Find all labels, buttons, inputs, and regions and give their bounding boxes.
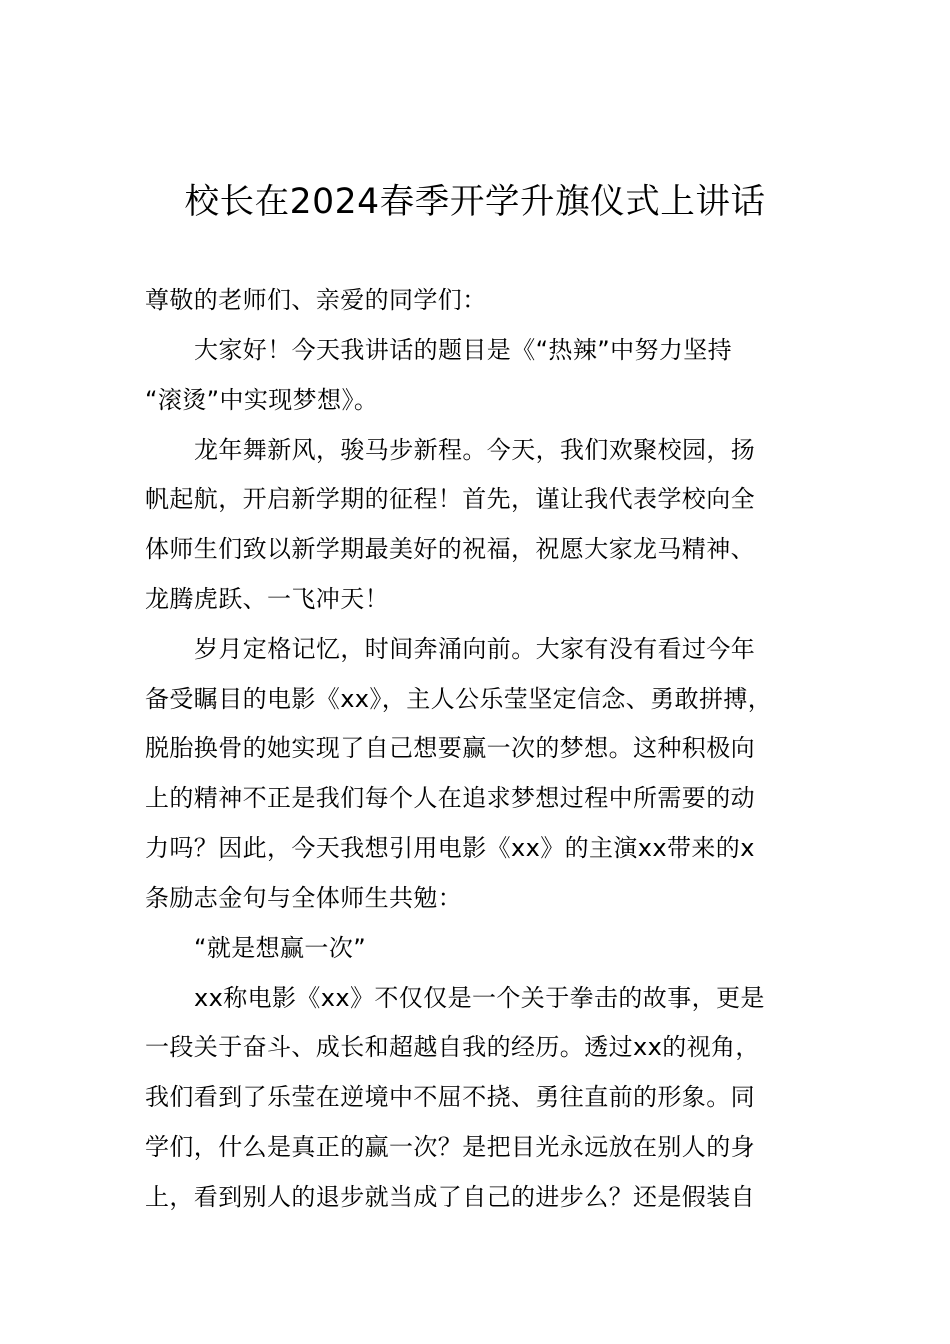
paragraph-line: 上，看到别人的退步就当成了自己的进步么？还是假装自 [145,1183,755,1211]
paragraph-line: 我们看到了乐莹在逆境中不屈不挠、勇往直前的形象。同 [145,1083,755,1111]
paragraph-line: 岁月定格记忆，时间奔涌向前。大家有没有看过今年 [194,635,756,663]
paragraph-line: 龙腾虎跃、一飞冲天！ [145,585,389,613]
paragraph-line: 体师生们致以新学期最美好的祝福，祝愿大家龙马精神、 [145,535,755,563]
paragraph-line: 力吗？因此，今天我想引用电影《xx》的主演xx带来的x [145,834,755,862]
document-title: 校长在2024春季开学升旗仪式上讲话 [184,182,766,222]
paragraph-line: 备受瞩目的电影《xx》，主人公乐莹坚定信念、勇敢拼搏， [145,685,773,713]
paragraph-line: 脱胎换骨的她实现了自己想要赢一次的梦想。这种积极向 [145,734,755,762]
paragraph-line: 一段关于奋斗、成长和超越自我的经历。透过xx的视角， [145,1033,760,1061]
paragraph-line: 帆起航，开启新学期的征程！首先，谨让我代表学校向全 [145,485,755,513]
paragraph-line: 龙年舞新风，骏马步新程。今天，我们欢聚校园，扬 [194,436,756,464]
paragraph-line: xx称电影《xx》不仅仅是一个关于拳击的故事，更是 [194,984,765,1012]
salutation: 尊敬的老师们、亲爱的同学们： [145,286,487,314]
paragraph-line: 大家好！今天我讲话的题目是《“热辣”中努力坚持 [194,336,733,364]
paragraph-line: 上的精神不正是我们每个人在追求梦想过程中所需要的动 [145,784,755,812]
paragraph-line: 条励志金句与全体师生共勉： [145,884,463,912]
quote-heading: “就是想赢一次” [194,934,367,962]
paragraph-line: 学们，什么是真正的赢一次？是把目光永远放在别人的身 [145,1133,755,1161]
paragraph-line: “滚烫”中实现梦想》。 [145,386,379,414]
